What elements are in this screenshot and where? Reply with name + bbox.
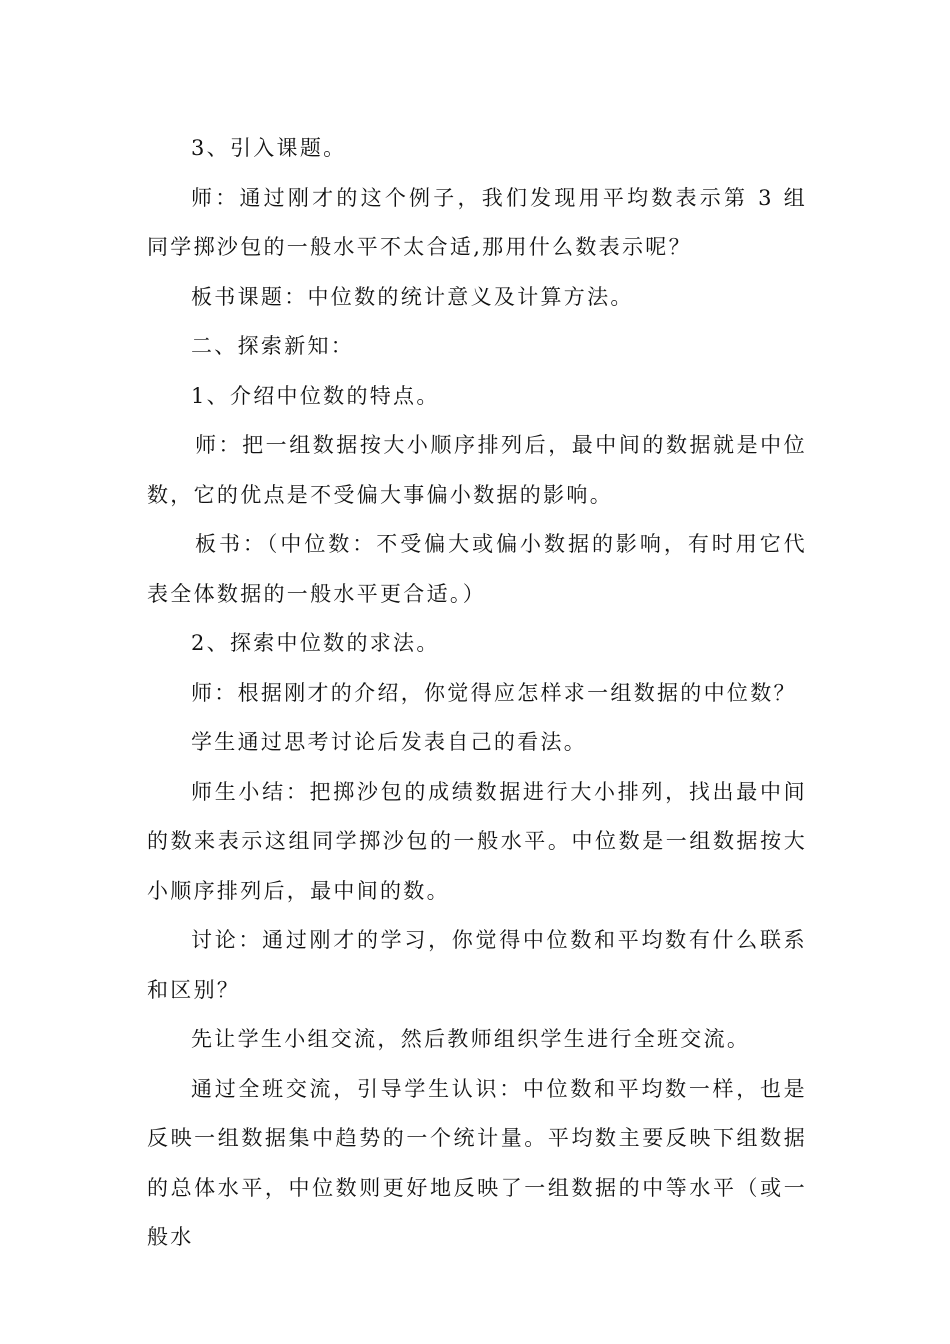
paragraph-discussion-question: 讨论：通过刚才的学习，你觉得中位数和平均数有什么联系和区别？ [147,928,807,1002]
paragraph-median-method-heading: 2、探索中位数的求法。 [191,631,440,655]
paragraph-class-exchange: 通过全班交流，引导学生认识：中位数和平均数一样，也是反映一组数据集中趋势的一个统计量。平均数主要反映下组数据的总体水平，中位数则更好地反映了一组数据的中等水平（或一般水 [147,1076,807,1249]
section-heading-explore: 二、探索新知： [191,334,355,358]
paragraph-summary: 师生小结：把掷沙包的成绩数据进行大小排列，找出最中间的数来表示这组同学掷沙包的一般水平。中位数是一组数据按大小顺序排列后，最中间的数。 [147,779,807,903]
paragraph-intro-topic: 3、引入课题。 [191,136,347,160]
paragraph-student-discussion: 学生通过思考讨论后发表自己的看法。 [191,730,588,754]
paragraph-group-exchange: 先让学生小组交流，然后教师组织学生进行全班交流。 [191,1027,751,1051]
paragraph-teacher-example: 师：通过刚才的这个例子，我们发现用平均数表示第 3 组同学掷沙包的一般水平不太合适,那用什么数表示呢？ [147,185,807,259]
paragraph-teacher-question: 师：根据刚才的介绍，你觉得应怎样求一组数据的中位数？ [191,680,797,705]
paragraph-median-features-heading: 1、介绍中位数的特点。 [191,383,440,408]
paragraph-teacher-median-definition: 师：把一组数据按大小顺序排列后，最中间的数据就是中位数，它的优点是不受偏大事偏小数据的影响。 [147,433,807,507]
paragraph-board-median-note: 板书：（中位数：不受偏大或偏小数据的影响，有时用它代表全体数据的一般水平更合适。） [147,532,807,606]
document-body [147,124,807,1263]
paragraph-board-title: 板书课题：中位数的统计意义及计算方法。 [191,284,634,309]
